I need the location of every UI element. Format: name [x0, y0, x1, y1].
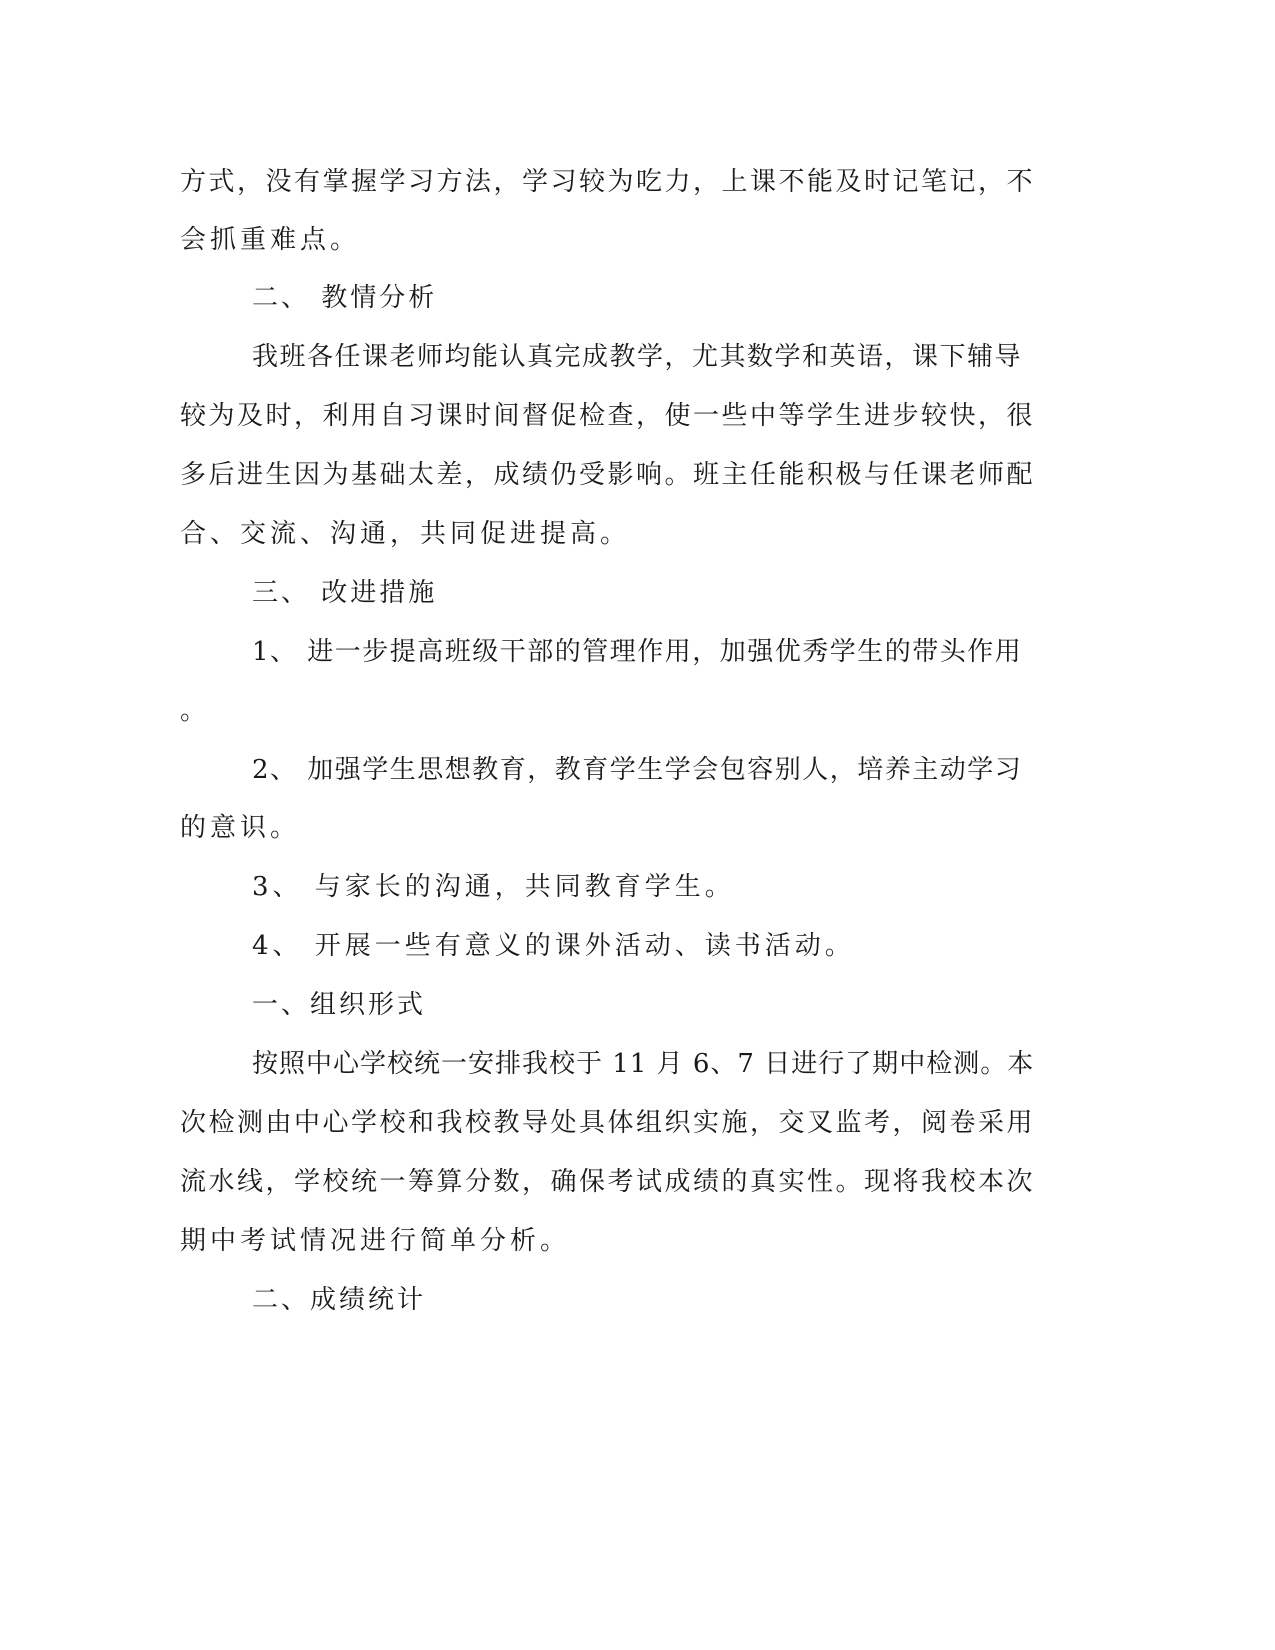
section-heading: 一、组织形式	[252, 990, 427, 1020]
list-item-line: 3、 与家长的沟通，共同教育学生。	[252, 872, 735, 902]
paragraph-line: 流水线，学校统一筹算分数，确保考试成绩的真实性。现将我校本次	[180, 1167, 1036, 1197]
paragraph-line: 。	[180, 696, 211, 726]
paragraph-line: 期中考试情况进行简单分析。	[180, 1226, 571, 1256]
paragraph-line: 我班各任课老师均能认真完成教学，尤其数学和英语，课下辅导	[252, 342, 1023, 372]
paragraph-line: 的意识。	[180, 813, 301, 843]
list-item-line: 1、 进一步提高班级干部的管理作用，加强优秀学生的带头作用	[252, 637, 1023, 667]
list-item-line: 2、 加强学生思想教育，教育学生学会包容别人，培养主动学习	[252, 755, 1023, 785]
list-item-line: 4、 开展一些有意义的课外活动、读书活动。	[252, 931, 855, 961]
paragraph-line: 方式，没有掌握学习方法，学习较为吃力，上课不能及时记笔记，不	[180, 167, 1036, 197]
paragraph-line: 多后进生因为基础太差，成绩仍受影响。班主任能积极与任课老师配	[180, 460, 1036, 490]
section-heading: 二、 教情分析	[252, 283, 438, 313]
paragraph-line: 次检测由中心学校和我校教导处具体组织实施，交叉监考，阅卷采用	[180, 1108, 1036, 1138]
paragraph-line: 按照中心学校统一安排我校于 11 月 6、7 日进行了期中检测。本	[252, 1049, 1035, 1079]
section-heading: 三、 改进措施	[252, 578, 438, 608]
paragraph-line: 合、交流、沟通，共同促进提高。	[180, 519, 631, 549]
section-heading: 二、成绩统计	[252, 1285, 427, 1315]
paragraph-line: 较为及时，利用自习课时间督促检查，使一些中等学生进步较快，很	[180, 401, 1036, 431]
paragraph-line: 会抓重难点。	[180, 225, 361, 255]
